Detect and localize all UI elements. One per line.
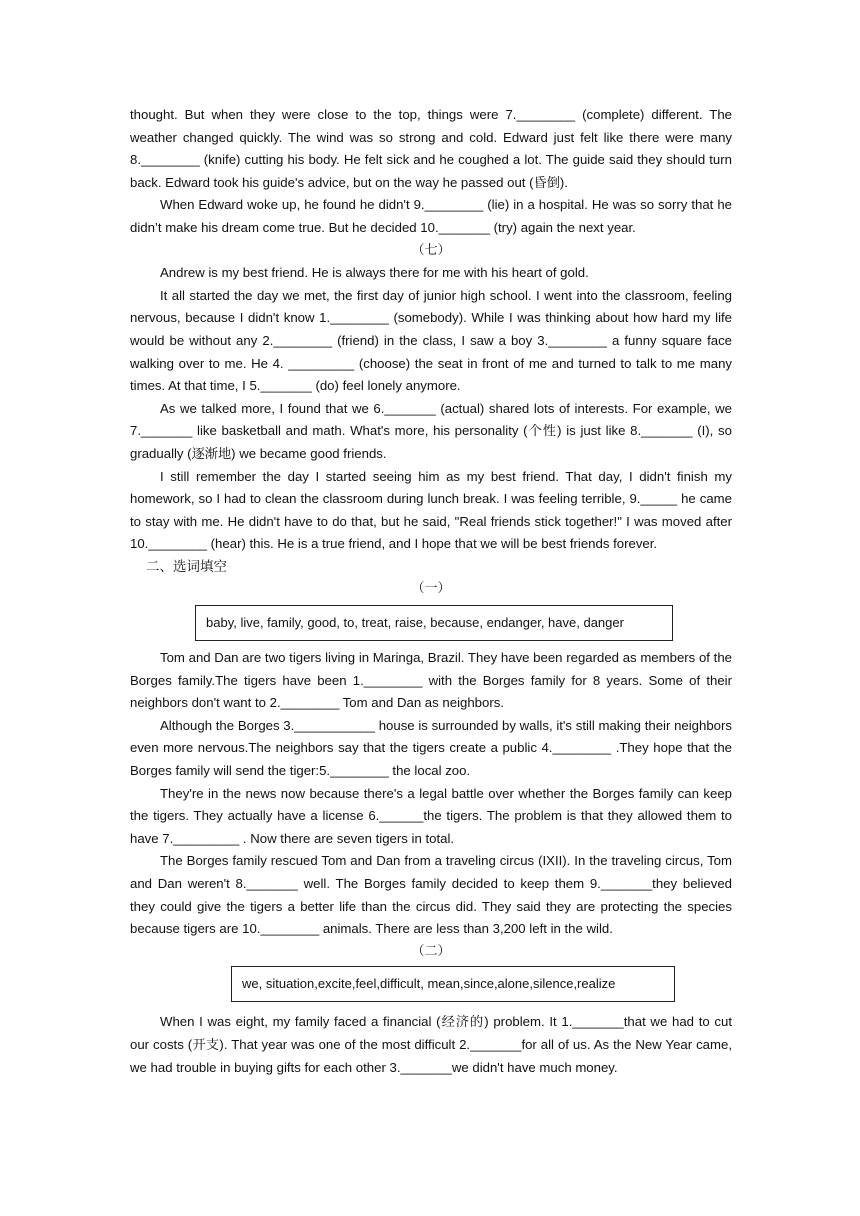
paragraph: Andrew is my best friend. He is always there for me with his heart of gold. xyxy=(160,265,589,281)
word-box: we, situation,excite,feel,difficult, mean,since,alone,silence,realize xyxy=(231,966,675,1002)
paragraph: It all started the day we met, the first day of junior high school. I went into the classroom, feeling nervous, because I didn't know 1.________ (somebody). While I was thinking about how hard my life would be without any 2.________ (friend) in the class, I saw a boy 3.________ a funny square face walking over to me. He 4. _________ (choose) the seat in front of me and turned to talk to me many times. At that time, I 5._______ (do) feel lonely anymore. xyxy=(130,287,732,394)
section-heading: 二、选词填空 xyxy=(146,558,227,575)
document-body xyxy=(130,104,732,1079)
paragraph: Tom and Dan are two tigers living in Maringa, Brazil. They have been regarded as members of the Borges family.The tigers have been 1.________ with the Borges family for 8 years. Some of their neighbors don't want to 2.________ Tom and Dan as neighbors. xyxy=(130,650,732,711)
paragraph: When Edward woke up, he found he didn't 9.________ (lie) in a hospital. He was so sorry that he didn’t make his dream come true. But he decided 10._______ (try) again the next year. xyxy=(130,197,732,235)
paragraph: I still remember the day I started seeing him as my best friend. That day, I didn't finish my homework, so I had to clean the classroom during lunch break. I was feeling terrible, 9._____ he came to stay with me. He didn't have to do that, but he said, "Real friends stick together!" I was moved after 10.________ (hear) this. He is a true friend, and I hope that we will be best friends forever. xyxy=(130,468,732,552)
word-box: baby, live, family, good, to, treat, raise, because, endanger, have, danger xyxy=(195,605,673,641)
paragraph: They're in the news now because there's a legal battle over whether the Borges family can keep the tigers. They actually have a license 6.______the tigers. The problem is that they allowed them to have 7._________ . Now there are seven tigers in total. xyxy=(130,785,732,846)
paragraph: thought. But when they were close to the top, things were 7.________ (complete) different. The weather changed quickly. The wind was so strong and cold. Edward just felt like there were many 8.________ (knife) cutting his body. He felt sick and he coughed a lot. The guide said they should turn back. Edward took his guide's advice, but on the way he passed out (昏倒). xyxy=(130,107,732,190)
paragraph: The Borges family rescued Tom and Dan from a traveling circus (IXII). In the traveling circus, Tom and Dan weren't 8._______ well. The Borges family decided to keep them 9._______they believed they could give the tigers a better life than the circus did. They said they are protecting the species because tigers are 10.________ animals. There are less than 3,200 left in the wild. xyxy=(130,853,732,937)
paragraph: Although the Borges 3.___________ house is surrounded by walls, it's still making their neighbors even more nervous.The neighbors say that the tigers create a public 4.________ .They hope that the Borges family will send the tiger:5.________ the local zoo. xyxy=(130,717,732,779)
paragraph: When I was eight, my family faced a financial (经济的) problem. It 1._______that we had to cut our costs (开支). That year was one of the most difficult 2._______for all of us. As the New Year came, we had trouble in buying gifts for each other 3._______we didn't have much money. xyxy=(130,1014,732,1075)
passage-number-heading: （二） xyxy=(411,943,451,959)
passage-number-heading: （一） xyxy=(411,581,451,597)
passage-number-heading: （七） xyxy=(411,242,451,258)
paragraph: As we talked more, I found that we 6._______ (actual) shared lots of interests. For example, we 7._______ like basketball and math. What's more, his personality (个性) is just like 8._______ (I), so gradually (逐渐地) we became good friends. xyxy=(130,400,732,461)
